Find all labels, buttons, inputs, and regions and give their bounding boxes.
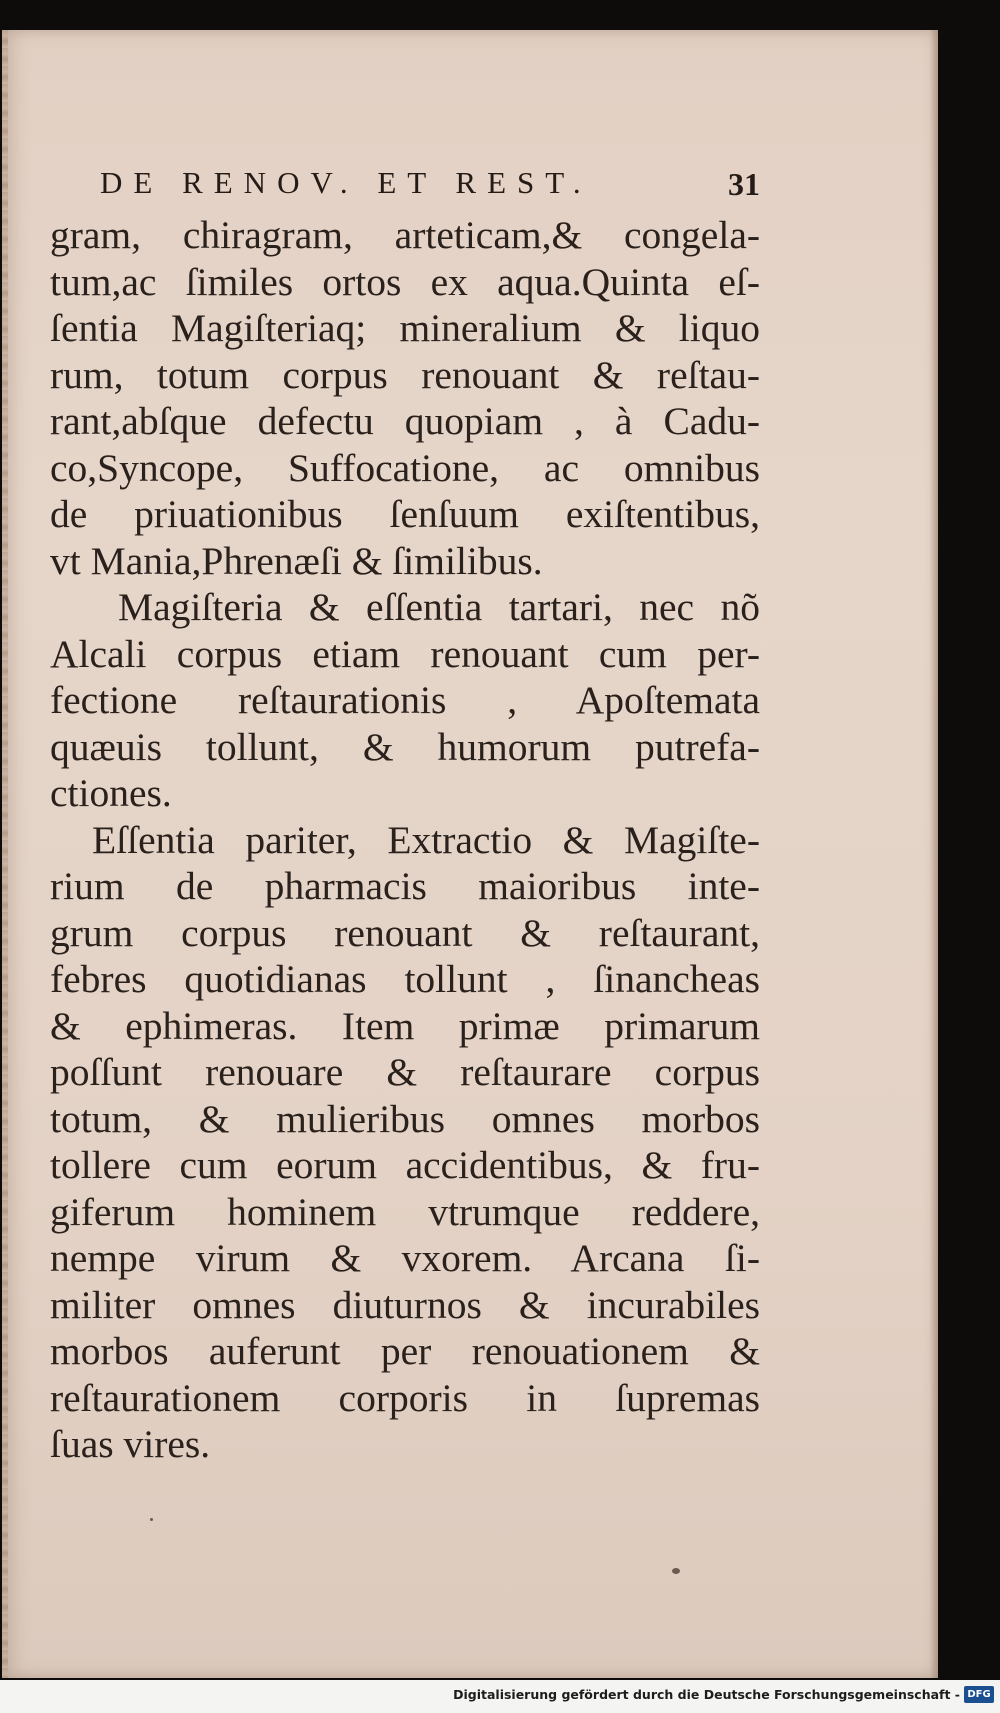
running-head: DE RENOV. ET REST. — [100, 165, 592, 200]
text-line: co,Syncope, Suffocatione, ac omnibus — [50, 445, 760, 490]
dfg-logo: DFG — [964, 1686, 994, 1703]
text-line: militer omnes diuturnos & incurabiles — [50, 1282, 760, 1327]
text-line: poſſunt renouare & reſtaurare corpus — [50, 1050, 760, 1094]
footer-bar — [0, 1684, 1000, 1713]
body-text — [50, 212, 760, 1468]
text-line: vt Mania,Phrenæſi & ſimilibus. — [50, 538, 543, 583]
text-line: reſtaurationem corporis in ſupremas — [50, 1375, 760, 1420]
text-line: nempe virum & vxorem. Arcana ſi- — [50, 1236, 760, 1280]
ink-speck — [150, 1518, 153, 1521]
text-line: morbos auferunt per renouationem & — [50, 1329, 760, 1373]
text-line: Eſſentia pariter, Extractio & Magiſte- — [92, 817, 760, 862]
text-line: gram, chiragram, arteticam,& congela- — [50, 213, 760, 257]
text-line: febres quotidianas tollunt , ſinancheas — [50, 957, 760, 1001]
page-number: 31 — [728, 166, 760, 202]
text-line: Magiſteria & eſſentia tartari, nec nõ — [118, 585, 760, 629]
text-line: giferum hominem vtrumque reddere, — [50, 1189, 760, 1234]
page-fore-edge — [930, 30, 938, 1678]
text-line: fectione reſtaurationis , Apoſtemata — [50, 678, 760, 722]
text-line: ſentia Magiſteriaq; mineralium & liquo — [50, 306, 760, 350]
book-page — [2, 30, 938, 1678]
text-line: grum corpus renouant & reſtaurant, — [50, 910, 760, 955]
text-line: rant,abſque defectu quopiam , à Cadu- — [50, 399, 760, 443]
text-line: totum, & mulieribus omnes morbos — [50, 1096, 760, 1141]
text-line: Alcali corpus etiam renouant cum per- — [50, 631, 760, 676]
text-line: quæuis tollunt, & humorum putrefa- — [50, 724, 760, 769]
text-line: ctiones. — [50, 771, 172, 815]
text-line: & ephimeras. Item primæ primarum — [50, 1003, 760, 1048]
page-gutter-edge — [2, 30, 8, 1678]
text-line: tum,ac ſimiles ortos ex aqua.Quinta eſ- — [50, 259, 760, 304]
text-line: de priuationibus ſenſuum exiſtentibus, — [50, 492, 760, 536]
ink-blot — [672, 1568, 680, 1574]
text-line: ſuas vires. — [50, 1422, 211, 1466]
funding-credit: Digitalisierung gefördert durch die Deutsche Forschungsgemeinschaft - — [453, 1687, 960, 1702]
text-line: tollere cum eorum accidentibus, & fru- — [50, 1143, 760, 1187]
text-line: rium de pharmacis maioribus inte- — [50, 864, 760, 908]
text-line: rum, totum corpus renouant & reſtau- — [50, 352, 760, 397]
